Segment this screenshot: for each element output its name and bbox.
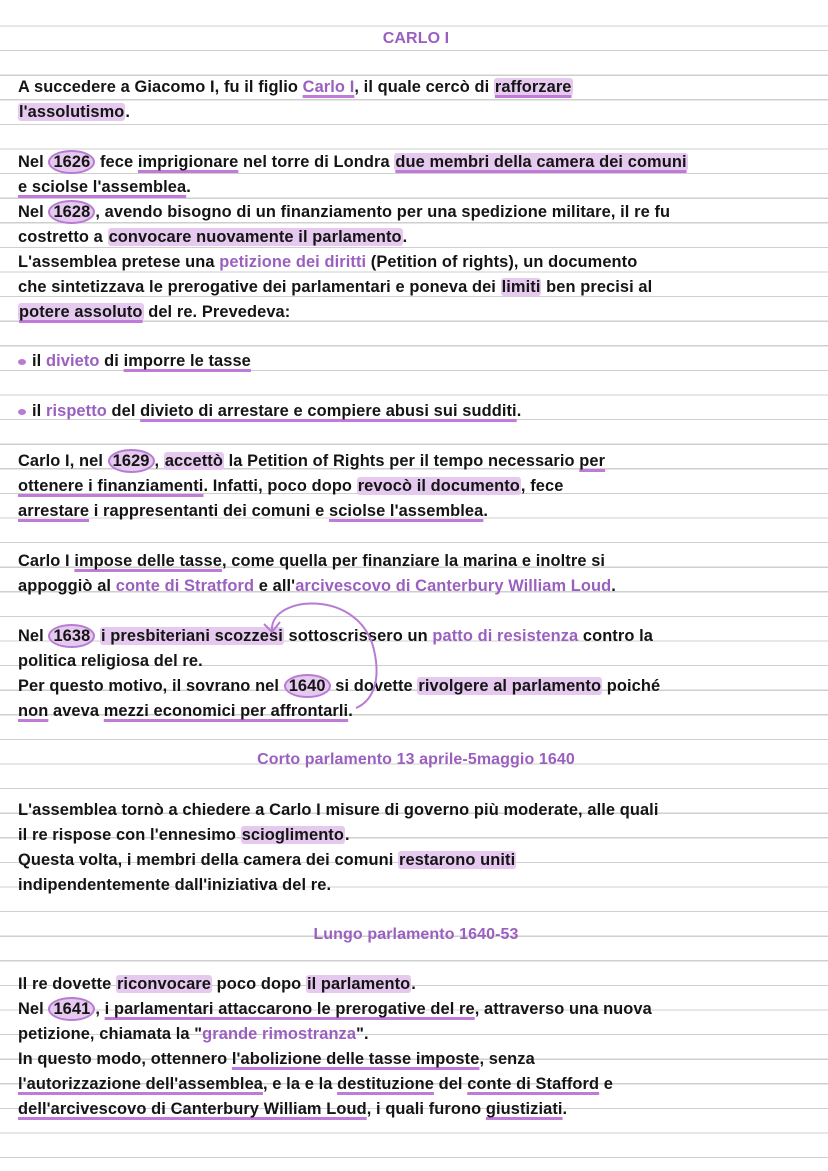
text: del [433, 1075, 468, 1093]
text-line [18, 823, 814, 848]
bullet-item [18, 349, 814, 374]
underline: impose delle tasse [74, 552, 222, 570]
underline: giustiziati [485, 1100, 563, 1118]
text-line [18, 848, 814, 873]
highlight: scioglimento [241, 826, 344, 844]
highlight: due membri della camera dei comuni [395, 153, 687, 171]
page-title: CARLO I [382, 30, 450, 47]
highlight: i presbiteriani scozzesi [101, 627, 283, 645]
text: poiché [602, 677, 661, 695]
text-line [18, 275, 814, 300]
highlight: potere assoluto [19, 303, 143, 321]
text-line [18, 798, 814, 823]
text: In questo modo, ottennero [18, 1050, 232, 1068]
text: . [348, 702, 353, 720]
underline: imprigionare [137, 153, 239, 171]
term: conte di Stratford [115, 577, 255, 595]
text: , i quali furono [366, 1100, 486, 1118]
highlight: riconvocare [116, 975, 211, 993]
date-circle: 1626 [48, 150, 95, 174]
text-line [18, 624, 814, 649]
underline: mezzi economici per affrontarli [103, 702, 349, 720]
underline: divieto di arrestare e compiere abusi sui sudditi [140, 402, 517, 420]
text-line [18, 75, 814, 100]
text: poco dopo [211, 975, 306, 993]
text-line [18, 250, 814, 275]
highlight: revocò il documento [357, 477, 520, 495]
text-line [18, 549, 814, 574]
term: divieto [45, 352, 100, 370]
text: si dovette [330, 677, 418, 695]
highlight: limiti [501, 278, 541, 296]
text-line [18, 225, 814, 250]
term: rispetto [45, 402, 107, 420]
text: fece [95, 153, 138, 171]
underline: i parlamentari attaccarono le prerogative del re [104, 1000, 475, 1018]
text: Nel [18, 153, 49, 171]
text: Per questo motivo, il sovrano nel [18, 677, 284, 695]
text: , [154, 452, 164, 470]
text: sottoscrissero un [283, 627, 433, 645]
date-circle: 1638 [48, 624, 95, 648]
text: di [99, 352, 124, 370]
text: ". [356, 1025, 369, 1043]
text-line [18, 997, 814, 1022]
text: . [516, 402, 522, 420]
text: contro la [578, 627, 653, 645]
date-circle: 1628 [48, 200, 95, 224]
text-line [18, 674, 814, 699]
highlight: rivolgere al parlamento [418, 677, 602, 695]
text: Nel [18, 1000, 49, 1018]
text: . [611, 577, 616, 595]
underline: dell'arcivescovo di Canterbury William Loud [18, 1100, 367, 1118]
underline: l'autorizzazione dell'assemblea [18, 1075, 263, 1093]
bullet-item [18, 399, 814, 424]
text-line [18, 175, 814, 200]
text: Nel [18, 627, 49, 645]
text-line [18, 1047, 814, 1072]
text: (Petition of rights), un documento [366, 253, 638, 271]
section-heading: Lungo parlamento 1640-53 [313, 926, 519, 943]
text-line [18, 1097, 814, 1122]
text-line [18, 300, 814, 325]
text-line [18, 699, 814, 724]
text-line [18, 449, 814, 474]
text: il re rispose con l'ennesimo [18, 826, 241, 844]
highlight: rafforzare [494, 78, 572, 96]
text: , attraverso una nuova [474, 1000, 652, 1018]
text: Il re dovette [18, 975, 116, 993]
text-line [18, 873, 814, 898]
underline: e sciolse l'assemblea [18, 178, 187, 196]
underline: per [579, 452, 606, 470]
text: la Petition of Rights per il tempo necessario [223, 452, 580, 470]
text: A succedere a Giacomo I, fu il figlio [18, 78, 303, 96]
text: aveva [48, 702, 104, 720]
text: , senza [479, 1050, 535, 1068]
term: Carlo I [302, 78, 355, 96]
text: , [95, 1000, 105, 1018]
text: politica religiosa del re. [18, 652, 203, 670]
term: patto di resistenza [432, 627, 579, 645]
bullet-dot-icon [18, 409, 26, 415]
text: del re. Prevedeva: [143, 303, 291, 321]
highlight: restarono uniti [399, 851, 516, 869]
text: , come quella per finanziare la marina e inoltre si [221, 552, 606, 570]
text-line [18, 200, 814, 225]
text: . [402, 228, 408, 246]
underline: conte di Stafford [467, 1075, 600, 1093]
text: indipendentemente dall'iniziativa del re. [18, 876, 332, 894]
text: . [344, 826, 350, 844]
text: , e la e la [263, 1075, 338, 1093]
text: . [186, 178, 191, 196]
text: L'assemblea pretese una [18, 253, 220, 271]
text: ben precisi al [541, 278, 653, 296]
highlight: accettò [164, 452, 223, 470]
text-line [18, 1072, 814, 1097]
text: che sintetizzava le prerogative dei parlamentari e poneva dei [18, 278, 501, 296]
text-line [18, 499, 814, 524]
text: , fece [520, 477, 564, 495]
highlight: l'assolutismo [19, 103, 125, 121]
text: . [562, 1100, 568, 1118]
underline: arrestare [18, 502, 90, 520]
text-line [18, 972, 814, 997]
text: L'assemblea tornò a chiedere a Carlo I misure di governo più moderate, alle quali [18, 801, 659, 819]
bullet-dot-icon [18, 359, 26, 365]
text: Nel [18, 203, 49, 221]
underline: destituzione [337, 1075, 434, 1093]
term: arcivescovo di Canterbury William Loud [295, 577, 612, 595]
text: e all' [254, 577, 296, 595]
text: . Infatti, poco dopo [203, 477, 357, 495]
text: il [32, 402, 46, 420]
term: petizione dei diritti [219, 253, 367, 271]
text-line [18, 1022, 814, 1047]
date-circle: 1629 [108, 449, 155, 473]
underline: l'abolizione delle tasse imposte [231, 1050, 480, 1068]
text: . [483, 502, 488, 520]
text: Carlo I [18, 552, 75, 570]
text: Carlo I, nel [18, 452, 108, 470]
underline: non [18, 702, 49, 720]
text-line [18, 649, 814, 674]
text: , avendo bisogno di un finanziamento per una spedizione militare, il re fu [95, 203, 671, 221]
text: i rappresentanti dei comuni e [89, 502, 329, 520]
text: , il quale cercò di [354, 78, 494, 96]
connector-arrow-icon [250, 590, 390, 720]
text: del [106, 402, 141, 420]
date-circle: 1640 [284, 674, 331, 698]
text: appoggiò al [18, 577, 116, 595]
text: il [32, 352, 46, 370]
text: nel torre di Londra [238, 153, 395, 171]
underline: ottenere i finanziamenti [18, 477, 204, 495]
text-line [18, 100, 814, 125]
underline: imporre le tasse [123, 352, 251, 370]
date-circle: 1641 [48, 997, 95, 1021]
text-line [18, 150, 814, 175]
highlight: convocare nuovamente il parlamento [108, 228, 402, 246]
text-line [18, 574, 814, 599]
text: costretto a [18, 228, 108, 246]
highlight: il parlamento [306, 975, 411, 993]
text-line [18, 474, 814, 499]
term: grande rimostranza [202, 1025, 357, 1043]
text: Questa volta, i membri della camera dei comuni [18, 851, 398, 869]
text: e [599, 1075, 614, 1093]
text: . [125, 103, 131, 121]
text: petizione, chiamata la " [18, 1025, 203, 1043]
text: . [411, 975, 416, 993]
section-heading: Corto parlamento 13 aprile-5maggio 1640 [257, 751, 575, 768]
underline: sciolse l'assemblea [329, 502, 484, 520]
